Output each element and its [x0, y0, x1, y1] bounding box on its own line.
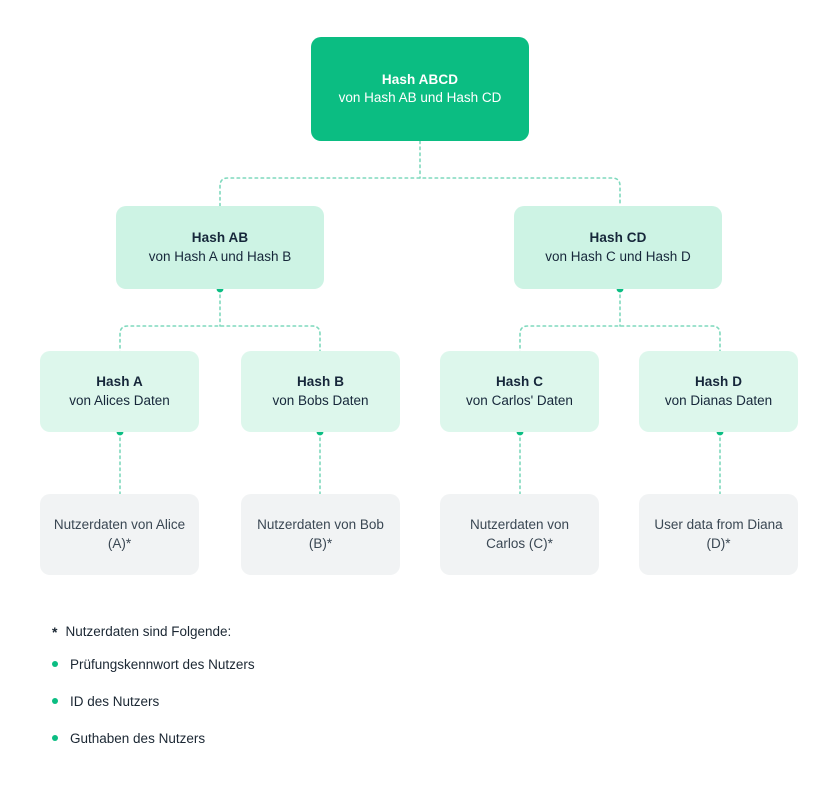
bullet-dot-icon	[52, 735, 58, 741]
list-item-label: ID des Nutzers	[70, 693, 160, 709]
node-userdata-carlos	[440, 494, 599, 575]
list-item	[52, 657, 572, 672]
list-item	[52, 731, 572, 746]
node-hash-a	[40, 351, 199, 432]
node-userdata-alice	[40, 494, 199, 575]
node-title: Hash ABCD	[381, 71, 459, 87]
list-item	[52, 694, 572, 709]
node-subtitle: von Bobs Daten	[272, 392, 369, 408]
footnote-heading: Nutzerdaten sind Folgende:	[65, 624, 232, 639]
node-userdata-bob	[241, 494, 400, 575]
node-title: Hash CD	[589, 230, 647, 246]
node-hash-abcd	[311, 37, 529, 141]
footnote-block	[52, 624, 572, 768]
list-item-label: Prüfungskennwort des Nutzers	[70, 656, 255, 672]
node-subtitle: von Hash AB und Hash CD	[338, 90, 502, 105]
node-title: Hash A	[96, 374, 143, 390]
node-hash-ab	[116, 206, 324, 289]
node-subtitle: Nutzerdaten von Bob (B)*	[257, 516, 384, 551]
node-hash-cd	[514, 206, 722, 289]
node-title: Hash D	[694, 374, 743, 390]
node-subtitle: von Hash A und Hash B	[148, 248, 292, 264]
node-subtitle: von Alices Daten	[69, 392, 170, 408]
node-subtitle: Nutzerdaten von Alice (A)*	[53, 516, 186, 551]
footnote-asterisk: *	[52, 624, 58, 640]
footnote-list	[52, 657, 572, 746]
node-title: Hash B	[296, 374, 345, 390]
node-hash-b	[241, 351, 400, 432]
list-item-label: Guthaben des Nutzers	[70, 730, 206, 746]
node-hash-d	[639, 351, 798, 432]
node-subtitle: User data from Diana (D)*	[654, 516, 783, 551]
footnote-heading-row	[52, 624, 572, 641]
bullet-dot-icon	[52, 661, 58, 667]
node-subtitle: von Carlos' Daten	[466, 392, 573, 408]
node-subtitle: von Hash C und Hash D	[545, 248, 691, 264]
node-subtitle: von Dianas Daten	[664, 392, 773, 408]
node-userdata-diana	[639, 494, 798, 575]
bullet-dot-icon	[52, 698, 58, 704]
node-title: Hash C	[495, 374, 544, 390]
node-subtitle: Nutzerdaten von Carlos (C)*	[469, 516, 570, 551]
node-title: Hash AB	[191, 230, 249, 246]
node-hash-c	[440, 351, 599, 432]
